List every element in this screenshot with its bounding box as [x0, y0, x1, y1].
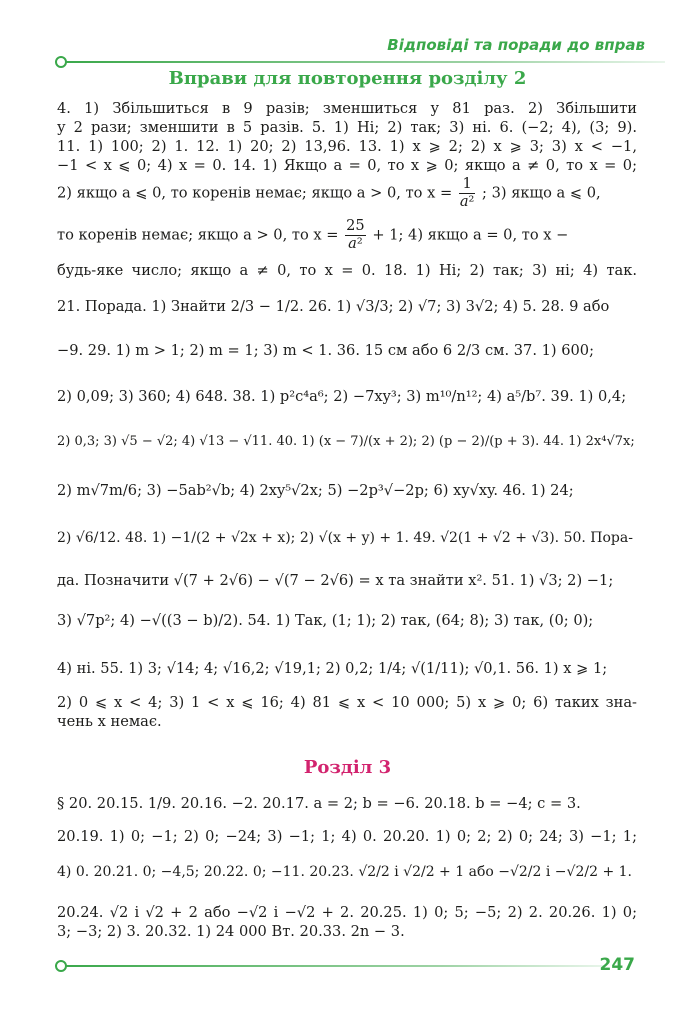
- text-line: у 2 рази; зменшити в 5 разів. 5. 1) Ні; 2) так; 3) ні. 6. (−2; 4), (3; 9).: [57, 119, 637, 136]
- text-line: 2) m√7m/6; 3) −5ab²√b; 4) 2xy⁵√2x; 5) −2p³√−2p; 6) xy√xy. 46. 1) 24;: [57, 482, 574, 499]
- text-line: § 20. 20.15. 1/9. 20.16. −2. 20.17. a = 2; b = −6. 20.18. b = −4; c = 3.: [57, 795, 581, 812]
- header-rule: [60, 61, 665, 63]
- text-fragment: то коренів немає; якщо a > 0, то x =: [57, 226, 339, 244]
- page-number: 247: [599, 955, 635, 975]
- text-line: 11. 1) 100; 2) 1. 12. 1) 20; 2) 13,96. 13. 1) x ⩾ 2; 2) x ⩾ 3; 3) x < −1,: [57, 138, 637, 155]
- header-rule-dot: [55, 56, 67, 68]
- running-title: Відповіді та поради до вправ: [387, 36, 645, 54]
- text-line: 20.24. √2 і √2 + 2 або −√2 і −√2 + 2. 20.25. 1) 0; 5; −5; 2) 2. 20.26. 1) 0;: [57, 904, 637, 921]
- text-fragment: 2) якщо a ⩽ 0, то коренів немає; якщо a > 0, то x =: [57, 184, 453, 202]
- text-line: −9. 29. 1) m > 1; 2) m = 1; 3) m < 1. 36. 15 см або 6 2/3 см. 37. 1) 600;: [57, 342, 594, 359]
- text-line: 2) 0 ⩽ x < 4; 3) 1 < x ⩽ 16; 4) 81 ⩽ x < 10 000; 5) x ⩾ 0; 6) таких зна-: [57, 694, 637, 711]
- text-line: −1 < x ⩽ 0; 4) x = 0. 14. 1) Якщо a = 0, то x ⩾ 0; якщо a ≠ 0, то x = 0;: [57, 157, 637, 174]
- text-line: 2) √6/12. 48. 1) −1/(2 + √2x + x); 2) √(x + y) + 1. 49. √2(1 + √2 + √3). 50. Пора-: [57, 530, 633, 546]
- section-title-review: Вправи для повторення розділу 2: [168, 68, 527, 89]
- fraction: $\frac{1}{\text{a²}}$: [459, 175, 475, 210]
- text-line: 21. Порада. 1) Знайти 2/3 − 1/2. 26. 1) √3/3; 2) √7; 3) 3√2; 4) 5. 28. 9 або: [57, 298, 610, 315]
- text-fragment: ; 3) якщо a ⩽ 0,: [482, 184, 601, 202]
- text-line: да. Позначити √(7 + 2√6) − √(7 − 2√6) = x та знайти x². 51. 1) √3; 2) −1;: [57, 572, 614, 589]
- footer-rule-dot: [55, 960, 67, 972]
- text-line: 4. 1) Збільшиться в 9 разів; зменшиться у 81 раз. 2) Збільшити: [57, 100, 637, 117]
- text-line: 4) 0. 20.21. 0; −4,5; 20.22. 0; −11. 20.23. √2/2 і √2/2 + 1 або −√2/2 і −√2/2 + 1.: [57, 864, 632, 880]
- section-title-chapter3: Розділ 3: [303, 757, 392, 778]
- text-line: 3) √7p²; 4) −√((3 − b)/2). 54. 1) Так, (1; 1); 2) так, (64; 8); 3) так, (0; 0);: [57, 612, 594, 629]
- text-line: [57, 218, 637, 253]
- footer-rule: [60, 965, 605, 967]
- text-line: 4) ні. 55. 1) 3; √14; 4; √16,2; √19,1; 2) 0,2; 1/4; √(1/11); √0,1. 56. 1) x ⩾ 1;: [57, 660, 608, 677]
- text-line: 3; −3; 2) 3. 20.32. 1) 24 000 Вт. 20.33. 2n − 3.: [57, 923, 405, 940]
- fraction: $\frac{25}{\text{a²}}$: [346, 217, 365, 252]
- text-fragment: + 1; 4) якщо a = 0, то x −: [372, 226, 569, 244]
- text-line: [57, 176, 637, 211]
- text-line: будь-яке число; якщо a ≠ 0, то x = 0. 18. 1) Ні; 2) так; 3) ні; 4) так.: [57, 262, 637, 279]
- text-line: чень x немає.: [57, 713, 162, 730]
- text-line: 2) 0,3; 3) √5 − √2; 4) √13 − √11. 40. 1) (x − 7)/(x + 2); 2) (p − 2)/(p + 3). 44. 1) 2x⁴√7x;: [57, 434, 635, 449]
- text-line: 2) 0,09; 3) 360; 4) 648. 38. 1) p²c⁴a⁶; 2) −7xy³; 3) m¹⁰/n¹²; 4) a⁵/b⁷. 39. 1) 0,4;: [57, 388, 627, 405]
- text-line: 20.19. 1) 0; −1; 2) 0; −24; 3) −1; 1; 4) 0. 20.20. 1) 0; 2; 2) 0; 24; 3) −1; 1;: [57, 828, 637, 845]
